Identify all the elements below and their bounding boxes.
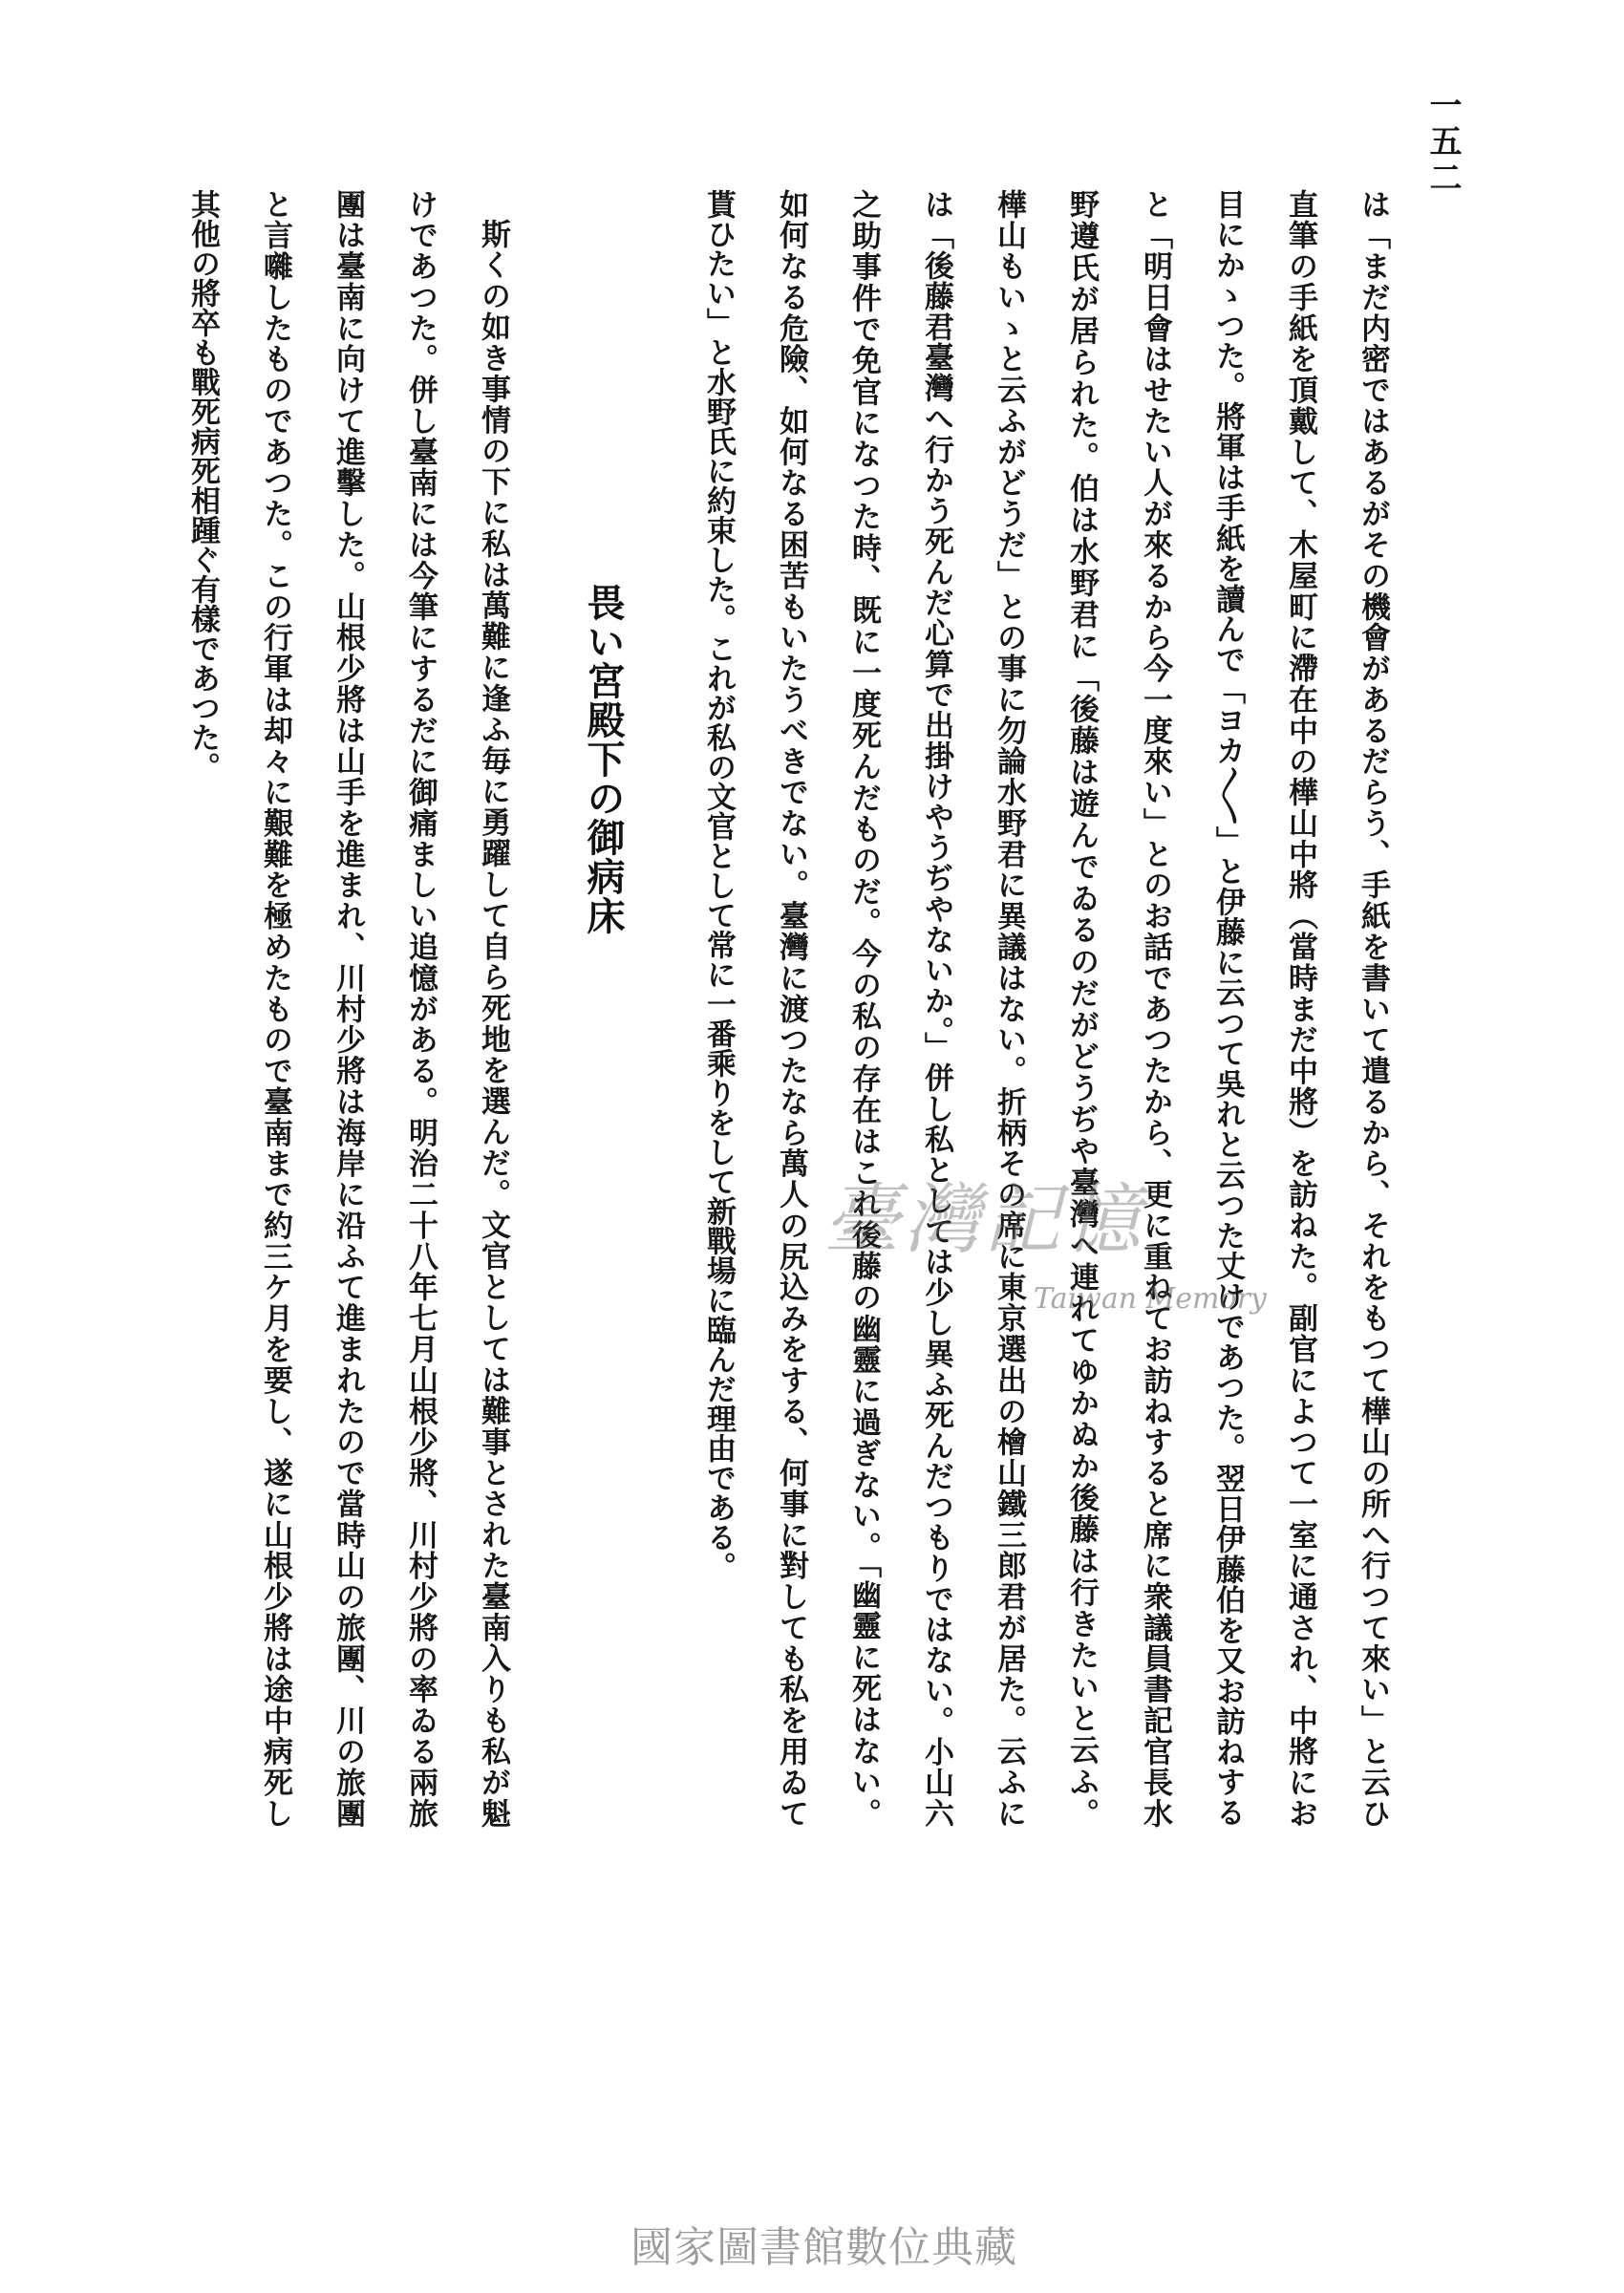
- text-column: と言囃したものであつた。この行軍は却々に艱難を極めたもので臺南まで約三ケ月を要し、遂に山根少將は途中病死し: [258, 189, 292, 1829]
- text-column: 直筆の手紙を頂戴して、木屋町に滯在中の樺山中將（當時まだ中將）を訪ねた。副官によつて一室に通され、中將にお: [1283, 189, 1317, 1828]
- text-column: 團は臺南に向けて進擊した。山根少將は山手を進まれ、川村少將は海岸に沿ふて進まれたので當時山の旅團、川の旅團: [331, 189, 365, 1829]
- text-column: けであつた。併し臺南には今筆にするだに御痛ましい追憶がある。明治二十八年七月山根少將、川村少將の率ゐる兩旅: [403, 189, 438, 1829]
- text-column: 之助事件で免官になつた時、既に一度死んだものだ。今の私の存在はこれ後藤の幽靈に過ぎない。「幽靈に死はない。: [846, 189, 881, 1828]
- text-column: 野遵氏が居られた。伯は水野君に「後藤は遊んでゐるのだがどうぢや臺灣へ連れてゆかぬか後藤は行きたいと云ふ。: [1064, 189, 1099, 1829]
- text-column: と「明日會はせたい人が來るから今一度來い」とのお話であつたから、更に重ねてお訪ねすると席に衆議員書記官長水: [1138, 189, 1172, 1829]
- text-column: 其他の將卒も戰死病死相踵ぐ有樣であつた。: [185, 189, 220, 782]
- text-column: 目にかゝつた。將軍は手紙を讀んで「ヨカ〳〵」と伊藤に云つて吳れと云つた丈けであつた。翌日伊藤伯を又お訪ねする: [1210, 189, 1245, 1828]
- text-column: は「後藤君臺灣へ行かう死んだ心算で出掛けやうぢやないか。」併し私としては少し異ふ死んだつもりではない。小山六: [919, 189, 953, 1829]
- watermark-title: 臺灣記憶: [823, 1175, 1144, 1264]
- text-column: は「まだ内密ではあるがその機會があるだらう、手紙を書いて遣るから、それをもつて樺山の所へ行つて來い」と云ひ: [1356, 189, 1390, 1829]
- page-number: 一五二: [1423, 88, 1462, 197]
- watermark-subtitle: Taiwan Memory: [1034, 1282, 1267, 1316]
- text-column: 如何なる危險、如何なる困苦もいたうべきでない。臺灣に渡つたなら萬人の尻込みをする、何事に對しても私を用ゐて: [774, 189, 808, 1829]
- text-column: 樺山もいゝと云ふがどうだ」との事に勿論水野君に異議はない。折柄その席に東京選出の檜山鐵三郎君が居た。云ふに: [992, 189, 1026, 1829]
- archive-footer: 國家圖書館數位典藏: [630, 2223, 1017, 2272]
- text-column: 貰ひたい」と水野氏に約束した。これが私の文官として常に一番乘りをして新戰場に臨んだ理由である。: [701, 189, 736, 1581]
- section-heading: 畏い宮殿下の御病床: [581, 583, 625, 935]
- text-column: 斯くの如き事情の下に私は萬難に逢ふ毎に勇躍して自ら死地を選んだ。文官としては難事とされた臺南入りも私が魁: [476, 219, 510, 1828]
